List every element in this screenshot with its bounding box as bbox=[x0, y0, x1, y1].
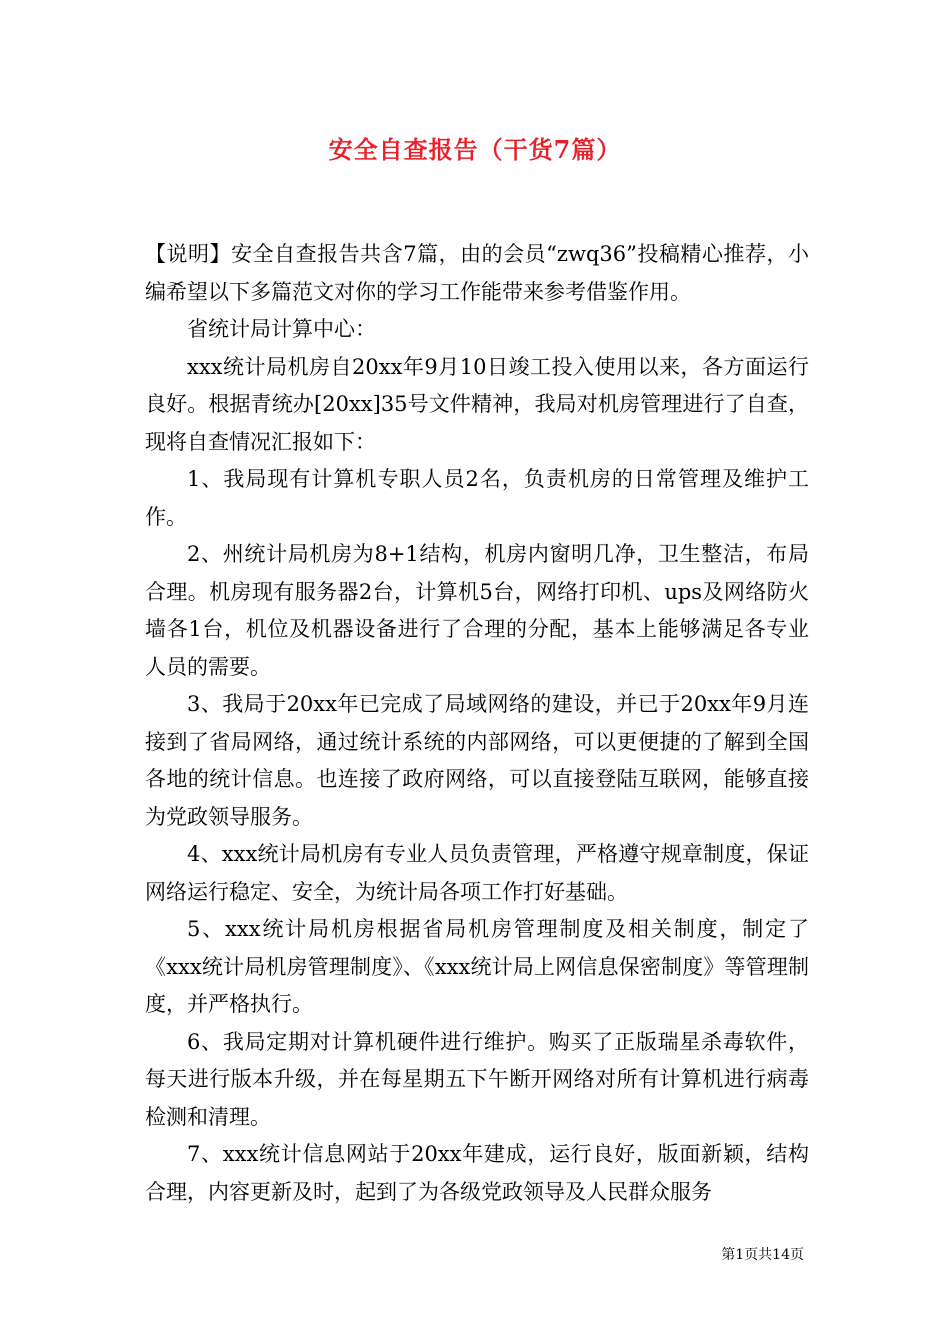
page-title: 安全自查报告（干货7篇） bbox=[328, 135, 622, 164]
paragraph-intro: 【说明】安全自查报告共含7篇，由的会员“zwq36”投稿精心推荐，小编希望以下多篇范文对你的学习工作能带来参考借鉴作用。 bbox=[145, 242, 809, 304]
paragraph-item-1: 1、我局现有计算机专职人员2名，负责机房的日常管理及维护工作。 bbox=[145, 467, 809, 529]
paragraph-item-7: 7、xxx统计信息网站于20xx年建成，运行良好，版面新颖，结构合理，内容更新及时，起到了为各级党政领导及人民群众服务 bbox=[145, 1142, 809, 1204]
paragraph-opening: xxx统计局机房自20xx年9月10日竣工投入使用以来，各方面运行良好。根据青统办[20xx]35号文件精神，我局对机房管理进行了自查，现将自查情况汇报如下： bbox=[145, 354, 809, 454]
paragraph-salutation: 省统计局计算中心： bbox=[187, 317, 376, 341]
paragraph-item-4: 4、xxx统计局机房有专业人员负责管理，严格遵守规章制度，保证网络运行稳定、安全，为统计局各项工作打好基础。 bbox=[145, 842, 809, 904]
paragraph-item-3: 3、我局于20xx年已完成了局域网络的建设，并已于20xx年9月连接到了省局网络，通过统计系统的内部网络，可以更便捷的了解到全国各地的统计信息。也连接了政府网络，可以直接登陆互联网，能够直接为党政领导服务。 bbox=[145, 692, 809, 829]
paragraph-item-2: 2、州统计局机房为8+1结构，机房内窗明几净，卫生整洁，布局合理。机房现有服务器2台，计算机5台，网络打印机、ups及网络防火墙各1台，机位及机器设备进行了合理的分配，基本上能够满足各专业人员的需要。 bbox=[145, 542, 809, 679]
page-number-footer: 第1页共14页 bbox=[721, 1247, 804, 1263]
paragraph-item-5: 5、xxx统计局机房根据省局机房管理制度及相关制度，制定了《xxx统计局机房管理制度》、《xxx统计局上网信息保密制度》等管理制度，并严格执行。 bbox=[145, 917, 809, 1016]
paragraph-item-6: 6、我局定期对计算机硬件进行维护。购买了正版瑞星杀毒软件，每天进行版本升级，并在每星期五下午断开网络对所有计算机进行病毒检测和清理。 bbox=[145, 1029, 809, 1129]
document-body bbox=[145, 236, 809, 1211]
